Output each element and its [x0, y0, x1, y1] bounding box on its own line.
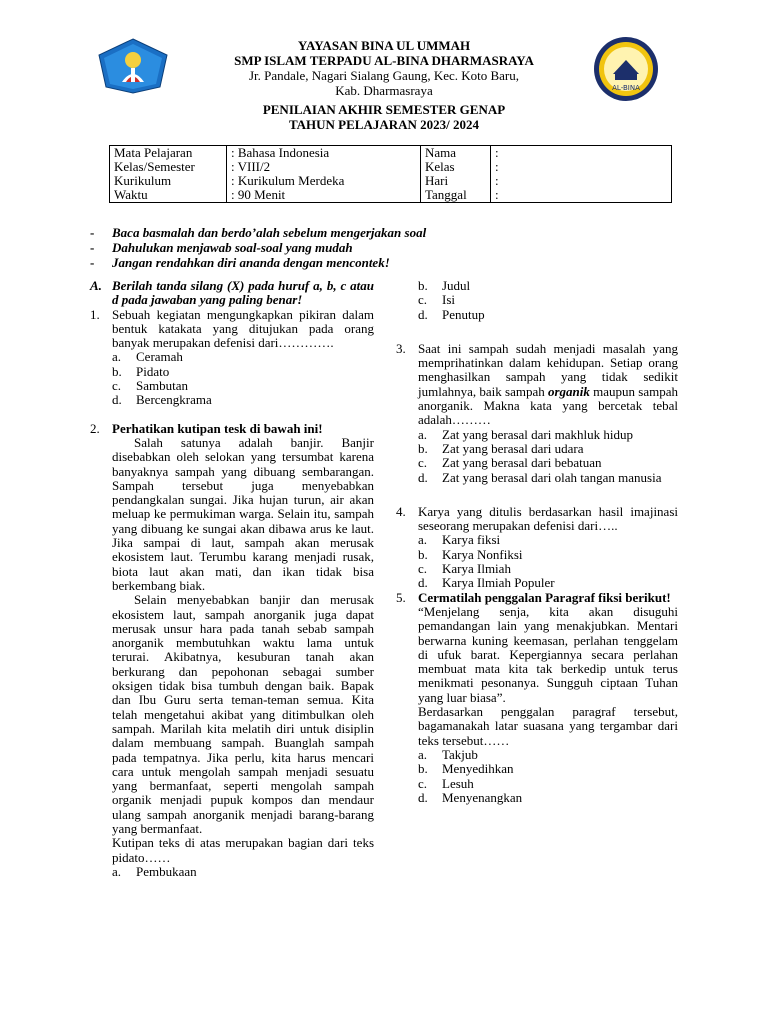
- label-time: Waktu: [114, 187, 148, 202]
- left-column: [90, 279, 374, 879]
- question-2: 2. Perhatikan kutipan tesk di bawah ini! Salah satunya adalah banjir. Banjir disebabkan oleh selokan yang tersumbat karena banyaknya sampah yang dibuang sembarangan. Sampah tersebut juga menyebabkan pendangkalan sungai. Jika hujan turun, air akan meluap ke permukiman warga. Selain itu, sampah yang dibuang ke sungai akan dibawa arus ke laut. Jika sampai di laut, sampah akan merusak ekosistem laut. Terumbu karang menjadi rusak, biota laut akan mati, dan ikan tidak bisa berkembang biak. Selain menyebabkan banjir dan merusak ekosistem laut, sampah anorganik juga dapat merusak unsur hara pada tanah sebab sampah anorganik membutuhkan waktu lama untuk terurai. Akibatnya, kesuburan tanah akan berkurang dan pepohonan sebagai sumber oksigen tidak bisa tumbuh dengan baik. Bapak dan Ibu Guru serta teman-teman semua. Kita telah mengetahui akibat yang ditimbulkan oleh sampah. Marilah kita melatih diri untuk disiplin dalam membuang sampah. Buanglah sampah pada tempatnya. Jika perlu, kita harus mencari cara untuk mengolah sampah menjadi sesuatu yang bermanfaat, seperti mengolah sampah organik menjadi pupuk kompos dan mendaur ulang sampah anorganik menjadi barang-barang yang bermanfaat. Kutipan teks di atas merupakan bagian dari teks pidato…… a. Pembukaan: [90, 420, 374, 879]
- option-c[interactable]: c. Zat yang berasal dari bebatuan: [418, 455, 602, 471]
- question-2-text: Kutipan teks di atas merupakan bagian dari teks pidato……: [112, 835, 374, 865]
- school-address: Jr. Pandale, Nagari Sialang Gaung, Kec. Koto Baru,: [248, 68, 520, 83]
- question-5-text: Berdasarkan penggalan paragraf tersebut, bagamanakah latar suasana yang tergambar dari teks tersebut……: [418, 704, 678, 748]
- option-b[interactable]: b. Judul: [418, 278, 471, 293]
- option-a[interactable]: a. Ceramah: [112, 349, 183, 365]
- bold-word: organik: [548, 383, 590, 399]
- exam-title-line1: PENILAIAN AKHIR SEMESTER GENAP: [262, 102, 506, 117]
- question-4: 4. Karya yang ditulis berdasarkan hasil imajinasi seseorang merupakan defenisi dari….. a. Karya fiksi b. Karya Nonfiksi c. Karya Ilmiah d. Karya Ilmiah Populer: [396, 503, 678, 591]
- label-class-semester: Kelas/Semester: [114, 159, 195, 174]
- school-header: [170, 38, 598, 98]
- question-2-paragraph-2: Selain menyebabkan banjir dan merusak ekosistem laut, sampah anorganik juga dapat merusak unsur hara pada tanah sebab sampah anorganik membutuhkan waktu lama untuk terurai. Akibatnya, kesuburan tanah akan berkurang dan pepohonan sebagai sumber oksigen tidak bisa tumbuh dengan baik. Bapak dan Ibu Guru serta teman-teman semua. Kita telah mengetahui akibat yang ditimbulkan oleh sampah. Marilah kita melatih diri untuk disiplin dalam membuang sampah. Buanglah sampah pada tempatnya. Jika perlu, kita harus mencari cara untuk mengolah sampah menjadi sesuatu yang bermanfaat, seperti mengolah sampah organik menjadi pupuk kompos dan mendaur ulang sampah anorganik menjadi barang-barang yang bermanfaat.: [112, 592, 374, 836]
- question-2-prompt: Perhatikan kutipan tesk di bawah ini!: [112, 420, 323, 436]
- value-date: :: [495, 187, 499, 202]
- label-name: Nama: [425, 145, 457, 160]
- option-a[interactable]: a. Takjub: [418, 746, 478, 762]
- school-regency: Kab. Dharmasraya: [335, 83, 433, 98]
- right-column: [396, 279, 678, 805]
- right-values: [491, 146, 672, 203]
- option-b[interactable]: b. Menyedihkan: [418, 761, 514, 777]
- exam-title-line2: TAHUN PELAJARAN 2023/ 2024: [288, 117, 480, 132]
- option-b[interactable]: b. Karya Nonfiksi: [418, 546, 523, 562]
- label-class: Kelas: [425, 159, 455, 174]
- exam-rules: [90, 225, 690, 270]
- question-2-paragraph-1: Salah satunya adalah banjir. Banjir disebabkan oleh selokan yang tersumbat karena banyaknya sampah yang dibuang sembarangan. Sampah tersebut juga menyebabkan pendangkalan sungai. Jika hujan turun, air akan meluap ke permukiman warga. Selain itu, sampah yang dibuang ke sungai akan dibawa arus ke laut. Jika sampai di laut, sampah akan merusak ekosistem laut. Terumbu karang menjadi rusak, biota laut akan mati, dan ikan tidak bisa berkembang biak.: [112, 434, 374, 593]
- option-d[interactable]: d. Karya Ilmiah Populer: [418, 575, 555, 591]
- option-d[interactable]: d. Menyenangkan: [418, 789, 523, 805]
- option-c[interactable]: c. Sambutan: [112, 378, 188, 394]
- school-name: SMP ISLAM TERPADU AL-BINA DHARMASRAYA: [234, 53, 534, 68]
- rule-item: - Baca basmalah dan berdo’alah sebelum mengerjakan soal: [90, 225, 427, 240]
- value-curriculum: : Kurikulum Merdeka: [231, 173, 345, 188]
- option-b[interactable]: b. Zat yang berasal dari udara: [418, 440, 584, 456]
- option-a[interactable]: a. Pembukaan: [112, 863, 197, 879]
- rule-item: - Dahulukan menjawab soal-soal yang mudah: [90, 240, 353, 255]
- value-day: :: [495, 173, 499, 188]
- option-c[interactable]: c. Karya Ilmiah: [418, 561, 511, 577]
- question-5-prompt: Cermatilah penggalan Paragraf fiksi berikut!: [418, 589, 671, 605]
- rule-item: - Jangan rendahkan diri ananda dengan mencontek!: [90, 255, 390, 270]
- option-a[interactable]: a. Zat yang berasal dari makhluk hidup: [418, 426, 633, 442]
- foundation-name: YAYASAN BINA UL UMMAH: [297, 38, 471, 53]
- value-name: :: [495, 145, 499, 160]
- label-date: Tanggal: [425, 187, 467, 202]
- question-1: 1. Sebuah kegiatan mengungkapkan pikiran dalam bentuk katakata yang ditujukan pada orang banyak merupakan defenisi dari…………. a. Ceramah b. Pidato c. Sambutan d. Bercengkrama: [90, 306, 374, 408]
- left-labels: [110, 146, 227, 203]
- option-c[interactable]: c. Isi: [418, 292, 455, 308]
- label-curriculum: Kurikulum: [114, 173, 172, 188]
- exam-title: [170, 102, 598, 132]
- identity-table: [109, 145, 672, 203]
- option-a[interactable]: a. Karya fiksi: [418, 532, 501, 548]
- question-1-text: Sebuah kegiatan mengungkapkan pikiran dalam bentuk katakata yang ditujukan pada orang banyak merupakan defenisi dari………….: [112, 306, 374, 351]
- option-d[interactable]: d. Bercengkrama: [112, 392, 212, 408]
- option-d[interactable]: d. Penutup: [418, 306, 485, 322]
- label-subject: Mata Pelajaran: [114, 145, 193, 160]
- question-5: 5. Cermatilah penggalan Paragraf fiksi berikut! “Menjelang senja, kita akan disuguhi pemandangan lain yang menakjubkan. Mentari berwarna kuning keemasan, perlahan tenggelam di ufuk barat. Kepergiannya secara perlahan membuat mata kita tak berkedip untuk terus menikmati pesonanya. Sungguh ciptaan Tuhan yang luar biasa”. Berdasarkan penggalan paragraf tersebut, bagamanakah latar suasana yang tergambar dari teks tersebut…… a. Takjub b. Menyedihkan c. Lesuh d. Menyenangkan: [396, 589, 678, 805]
- section-a-instruction: A. Berilah tanda silang (X) pada huruf a, b, c atau d pada jawaban yang paling benar!: [90, 278, 374, 308]
- option-b[interactable]: b. Pidato: [112, 363, 170, 379]
- option-c[interactable]: c. Lesuh: [418, 775, 474, 791]
- tut-wuri-handayani-logo: [96, 38, 170, 94]
- right-labels: [421, 146, 491, 203]
- question-5-quote: “Menjelang senja, kita akan disuguhi pemandangan lain yang menakjubkan. Mentari berwarna kuning keemasan, perlahan tenggelam di ufuk barat. Kepergiannya secara perlahan membuat mata kita tak berkedip untuk terus menikmati pesonanya. Sungguh ciptaan Tuhan yang luar biasa”.: [418, 603, 678, 705]
- question-2-options-continued: [418, 279, 678, 322]
- question-4-text: Karya yang ditulis berdasarkan hasil imajinasi seseorang merupakan defenisi dari…..: [418, 503, 678, 534]
- value-class-semester: : VIII/2: [231, 159, 271, 174]
- option-d[interactable]: d. Zat yang berasal dari olah tangan manusia: [418, 469, 662, 485]
- label-day: Hari: [425, 173, 449, 188]
- value-subject: : Bahasa Indonesia: [231, 145, 330, 160]
- value-time: : 90 Menit: [231, 187, 286, 202]
- al-bina-logo: [593, 36, 659, 102]
- value-class: :: [495, 159, 499, 174]
- question-3-text: Saat ini sampah sudah menjadi masalah yang memprihatinkan dalam kehidupan. Setiap orang menghasilkan sampah yang tidak sedikit jumlahnya, baik sampah organik maupun sampah anorganik. Makna kata yang bercetak tebal adalah………: [418, 340, 679, 428]
- question-3: 3. Saat ini sampah sudah menjadi masalah yang memprihatinkan dalam kehidupan. Setiap orang menghasilkan sampah yang tidak sedikit jumlahnya, baik sampah organik maupun sampah anorganik. Makna kata yang bercetak tebal adalah……… a. Zat yang berasal dari makhluk hidup b. Zat yang berasal dari udara c. Zat yang berasal dari bebatuan d. Zat yang berasal dari olah tangan manusia: [396, 340, 679, 485]
- left-values: [227, 146, 421, 203]
- svg-text:AL-BINA: AL-BINA: [612, 84, 640, 92]
